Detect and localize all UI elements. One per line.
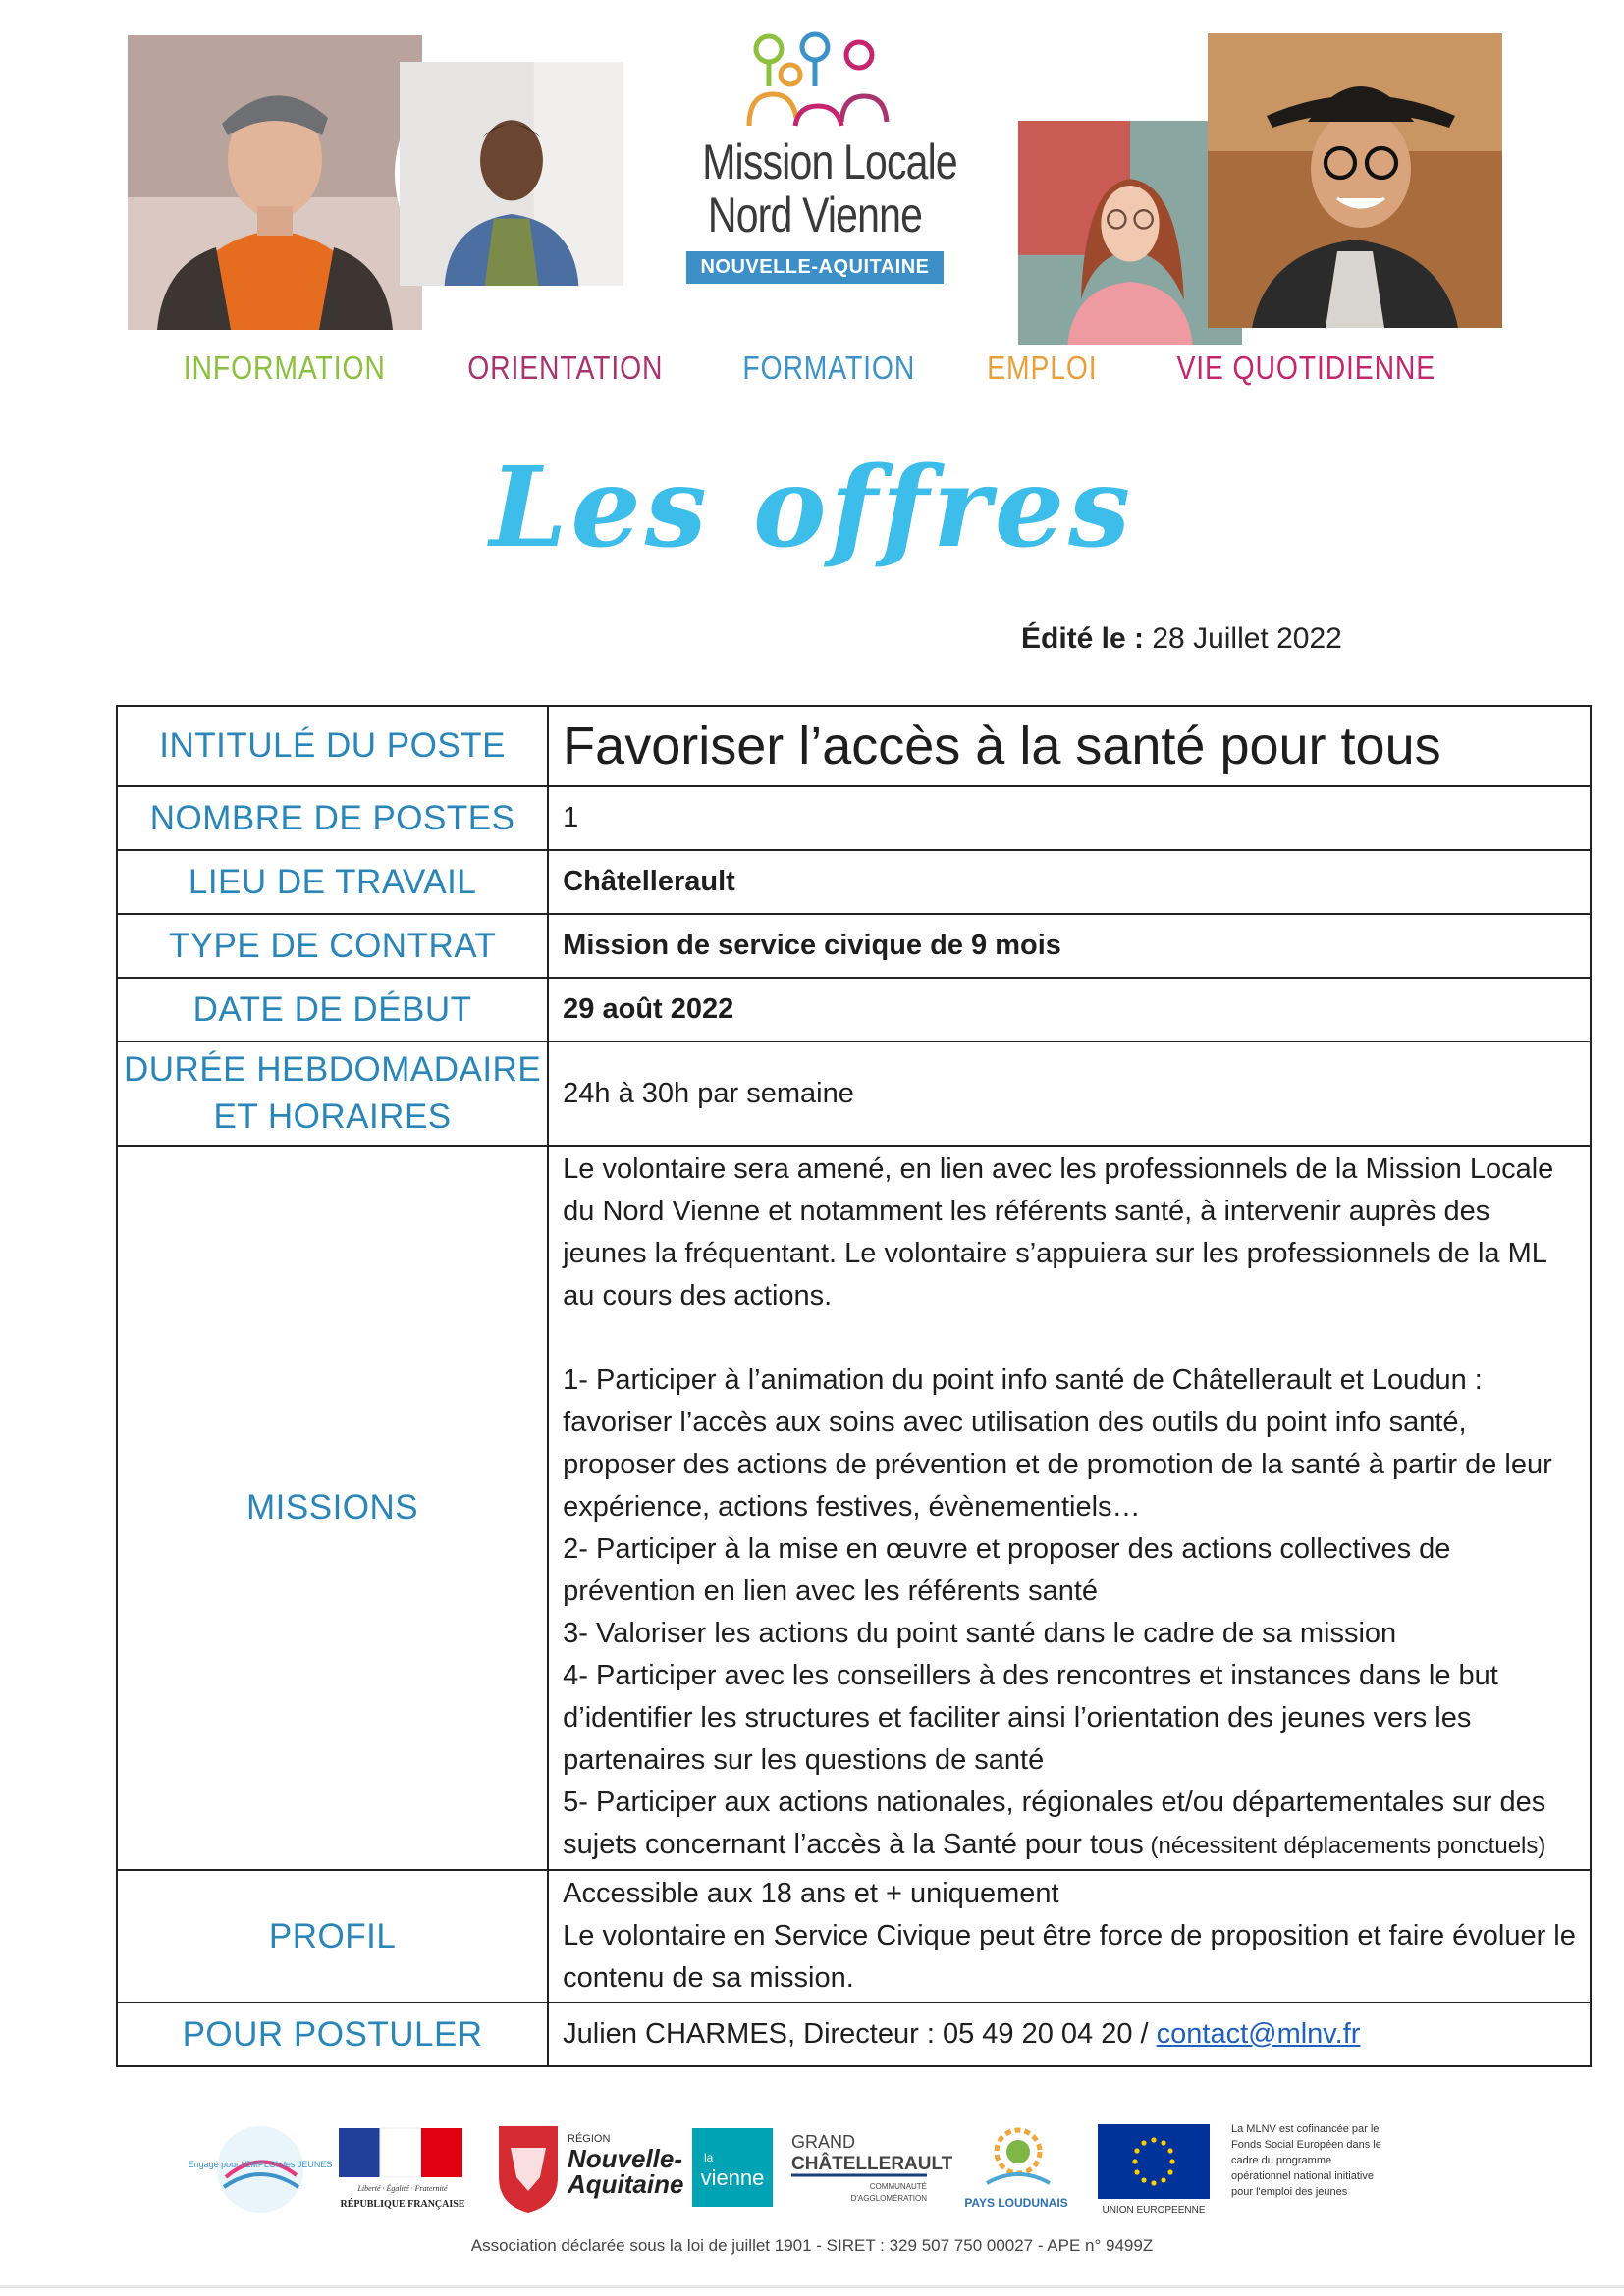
offer-table xyxy=(116,705,1592,2067)
pays-loudunais-logo xyxy=(957,2118,1075,2216)
brand-name-line-2: Nord Vienne xyxy=(707,187,923,242)
postuler-contact: Julien CHARMES, Directeur : 05 49 20 04 20 / xyxy=(563,2018,1157,2050)
fse-line: cadre du programme xyxy=(1231,2155,1332,2166)
profil-line: Le volontaire en Service Civique peut être force de proposition et faire évoluer le xyxy=(563,1920,1576,1951)
ue-text: UNION EUROPEENNE xyxy=(1102,2205,1206,2216)
engage-text: Engagé pour l'EMPLOI des JEUNES xyxy=(188,2160,333,2169)
missions-item-line: expérience, actions festives, évènementiels… xyxy=(563,1491,1141,1522)
row-duree xyxy=(117,1041,1591,1146)
missions-intro-line: jeunes la fréquentant. Le volontaire s’appuiera sur les professionnels de la ML xyxy=(563,1238,1547,1269)
duree-label xyxy=(117,1041,548,1146)
lieu-value: Châtellerault xyxy=(548,850,1591,914)
brand-name-line-1: Mission Locale xyxy=(702,134,957,189)
tagline-formation: FORMATION xyxy=(741,349,915,386)
missions-last-line xyxy=(563,1824,1576,1867)
missions-item-line: 4- Participer avec les conseillers à des rencontres et instances dans le but xyxy=(563,1660,1498,1691)
debut-value: 29 août 2022 xyxy=(548,978,1591,1041)
missions-spacer xyxy=(563,1317,1576,1360)
republique-francaise-logo xyxy=(334,2118,471,2216)
vienne-text: vienne xyxy=(700,2165,765,2190)
grand-chatellerault-logo xyxy=(785,2118,953,2216)
tagline-information: INFORMATION xyxy=(183,349,386,386)
edit-date-label: Édité le : xyxy=(1021,622,1145,655)
region-name-1: Nouvelle- xyxy=(568,2144,683,2173)
missions-intro-line: du Nord Vienne et notamment les référents santé, à intervenir auprès des xyxy=(563,1196,1490,1227)
row-poste xyxy=(117,706,1591,786)
missions-label: MISSIONS xyxy=(117,1146,548,1870)
missions-value xyxy=(548,1146,1591,1870)
duree-label-line-1: DURÉE HEBDOMADAIRE xyxy=(124,1050,542,1089)
engage-emploi-jeunes-logo xyxy=(188,2118,333,2216)
fse-line: pour l'emploi des jeunes xyxy=(1231,2186,1348,2198)
missions-item-line: favoriser l’accès aux soins avec utilisation des outils du point info santé, xyxy=(563,1407,1467,1438)
page-bottom-divider xyxy=(0,2285,1624,2288)
missions-item-line: proposer des actions de prévention et de promotion de la santé à partir de leur xyxy=(563,1449,1552,1480)
agglo-text-1: COMMUNAUTÉ xyxy=(869,2182,927,2191)
fse-cofinancing-text xyxy=(1227,2118,1424,2216)
missions-last-note: (nécessitent déplacements ponctuels) xyxy=(1143,1833,1546,1859)
postuler-label: POUR POSTULER xyxy=(117,2002,548,2066)
region-nouvelle-aquitaine-logo xyxy=(491,2118,684,2216)
nombre-value: 1 xyxy=(548,786,1591,850)
photo-young-man-hat xyxy=(1208,33,1502,328)
page-title: Les offres xyxy=(489,444,1135,572)
debut-label: DATE DE DÉBUT xyxy=(117,978,548,1041)
poste-value: Favoriser l’accès à la santé pour tous xyxy=(548,706,1591,786)
fse-line: opérationnel national initiative xyxy=(1231,2170,1374,2182)
row-profil xyxy=(117,1870,1591,2002)
region-name-2: Aquitaine xyxy=(568,2169,684,2199)
row-nombre xyxy=(117,786,1591,850)
contrat-label: TYPE DE CONTRAT xyxy=(117,914,548,978)
agglo-text-2: D'AGGLOMÉRATION xyxy=(850,2194,927,2203)
missions-item-line: partenaires sur les questions de santé xyxy=(563,1744,1045,1776)
missions-item-line: 2- Participer à la mise en œuvre et proposer des actions collectives de xyxy=(563,1533,1451,1565)
missions-last-text: sujets concernant l’accès à la Santé pour tous xyxy=(563,1829,1144,1860)
profil-line: Accessible aux 18 ans et + uniquement xyxy=(563,1878,1059,1909)
region-small-text: RÉGION xyxy=(568,2133,611,2145)
republique-text: RÉPUBLIQUE FRANÇAISE xyxy=(340,2199,465,2210)
duree-value: 24h à 30h par semaine xyxy=(548,1041,1591,1146)
tagline-vie-quotidienne: VIE QUOTIDIENNE xyxy=(1176,349,1436,386)
tagline xyxy=(0,349,1624,387)
chatellerault-text: CHÂTELLERAULT xyxy=(791,2154,953,2174)
grand-text: GRAND xyxy=(791,2132,856,2152)
legal-notice: Association déclarée sous la loi de juillet 1901 - SIRET : 329 507 750 00027 - APE n° 9499Z xyxy=(470,2236,1154,2255)
profil-label: PROFIL xyxy=(117,1870,548,2002)
mission-locale-logo xyxy=(677,27,957,302)
people-circles-icon xyxy=(722,27,908,135)
row-debut xyxy=(117,978,1591,1041)
row-lieu xyxy=(117,850,1591,914)
tagline-orientation: ORIENTATION xyxy=(467,349,664,386)
row-postuler xyxy=(117,2002,1591,2066)
contact-email-link[interactable]: contact@mlnv.fr xyxy=(1156,2018,1361,2050)
partner-logos xyxy=(188,2118,1424,2226)
missions-intro-line: au cours des actions. xyxy=(563,1280,833,1311)
vienne-small: la xyxy=(704,2151,714,2164)
profil-value xyxy=(548,1870,1591,2002)
missions-item-line: prévention en lien avec les référents santé xyxy=(563,1575,1099,1607)
postuler-value xyxy=(548,2002,1591,2066)
photo-young-man-denim xyxy=(395,57,628,291)
vienne-department-logo xyxy=(692,2118,773,2216)
loudunais-text: PAYS LOUDUNAIS xyxy=(964,2196,1068,2210)
missions-item-line: 3- Valoriser les actions du point santé dans le cadre de sa mission xyxy=(563,1618,1397,1649)
fse-line: La MLNV est cofinancée par le xyxy=(1231,2123,1380,2135)
region-badge: NOUVELLE-AQUITAINE xyxy=(686,251,943,284)
union-europeenne-logo xyxy=(1090,2118,1218,2216)
fse-line: Fonds Social Européen dans le xyxy=(1231,2139,1381,2151)
row-missions xyxy=(117,1146,1591,1870)
nombre-label: NOMBRE DE POSTES xyxy=(117,786,548,850)
edit-date xyxy=(1021,622,1342,656)
missions-intro-line: Le volontaire sera amené, en lien avec les professionnels de la Mission Locale xyxy=(563,1153,1554,1185)
photo-young-man-cap xyxy=(128,35,422,330)
tagline-emploi: EMPLOI xyxy=(987,349,1098,386)
missions-item-line: 1- Participer à l’animation du point info santé de Châtellerault et Loudun : xyxy=(563,1364,1483,1396)
republique-motto: Liberté · Égalité · Fraternité xyxy=(357,2184,448,2193)
lieu-label: LIEU DE TRAVAIL xyxy=(117,850,548,914)
row-contrat xyxy=(117,914,1591,978)
contrat-value: Mission de service civique de 9 mois xyxy=(548,914,1591,978)
profil-line: contenu de sa mission. xyxy=(563,1962,854,1994)
edit-date-value: 28 Juillet 2022 xyxy=(1144,622,1342,655)
poste-label: INTITULÉ DU POSTE xyxy=(117,706,548,786)
missions-item-line: d’identifier les structures et faciliter ainsi l’orientation des jeunes vers les xyxy=(563,1702,1472,1734)
missions-item-line: 5- Participer aux actions nationales, régionales et/ou départementales sur des xyxy=(563,1787,1546,1818)
page-header xyxy=(0,0,1624,412)
duree-label-line-2: ET HORAIRES xyxy=(213,1097,452,1136)
